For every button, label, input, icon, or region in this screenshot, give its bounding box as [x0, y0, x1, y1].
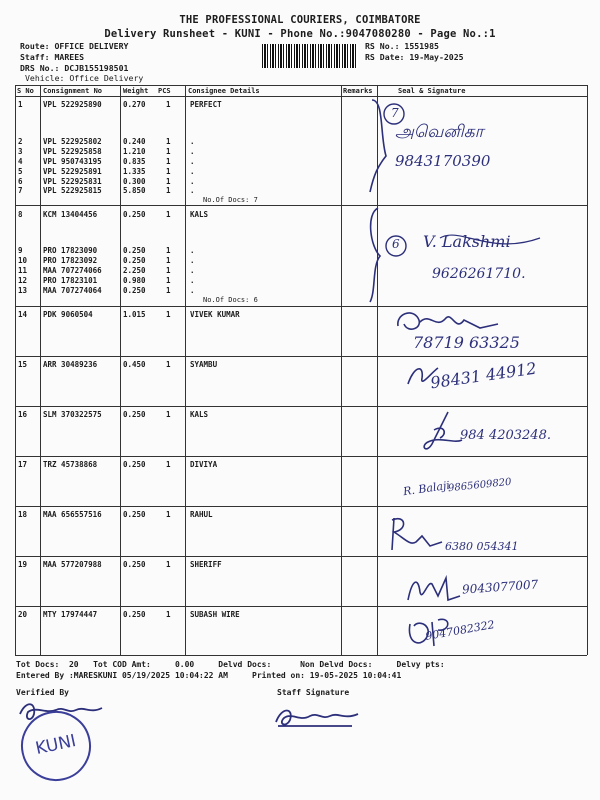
- handwritten-phone: 9865609820: [447, 476, 513, 495]
- staff-signature: [272, 700, 364, 730]
- col-pcs: PCS: [158, 87, 171, 95]
- entered-by-line: Entered By :MARESKUNI 05/19/2025 10:04:22 AM Printed on: 19-05-2025 10:04:41: [16, 671, 402, 680]
- handwritten-phone: 9043077007: [461, 577, 539, 597]
- rs-date: RS Date: 19-May-2025: [365, 52, 464, 62]
- handwritten-phone: 98431 44912: [429, 358, 538, 393]
- route: Route: OFFICE DELIVERY: [20, 41, 129, 51]
- col-sno: S No: [17, 87, 34, 95]
- company-name: THE PROFESSIONAL COURIERS, COIMBATORE: [179, 14, 421, 26]
- verified-by-label: Verified By: [16, 688, 69, 697]
- totals-line: Tot Docs: 20 Tot COD Amt: 0.00 Delvd Docs: Non Delvd Docs: Delvy pts:: [16, 660, 445, 669]
- staff-signature-label: Staff Signature: [277, 688, 350, 697]
- staff: Staff: MAREES: [20, 52, 85, 62]
- circled-count: 7: [391, 106, 399, 120]
- handwritten-phone: 9626261710.: [432, 266, 526, 282]
- circled-count: 6: [392, 237, 400, 251]
- runsheet-title: Delivery Runsheet - KUNI - Phone No.:9047080280 - Page No.:1: [104, 28, 496, 40]
- col-consignee: Consignee Details: [188, 87, 260, 95]
- handwritten-phone: 984 4203248.: [460, 428, 551, 443]
- handwritten-name: அவெனிகா: [395, 122, 484, 142]
- handwritten-phone: 9843170390: [395, 152, 491, 170]
- barcode: [262, 44, 358, 68]
- handwritten-name: R. Balaji: [402, 478, 451, 499]
- drs-number: DRS No.: DCJB155198501: [20, 63, 129, 73]
- handwritten-phone: 78719 63325: [413, 333, 520, 352]
- rs-number: RS No.: 1551985: [365, 41, 439, 51]
- handwritten-phone: 6380 054341: [445, 540, 519, 553]
- handwritten-name: V. Lakshmi: [423, 232, 511, 251]
- docs-count-note: No.Of Docs: 6: [203, 296, 258, 304]
- signature-scribble: [402, 570, 462, 606]
- docs-count-note: No.Of Docs: 7: [203, 196, 258, 204]
- col-remarks: Remarks: [343, 87, 373, 95]
- signature-scribble: [386, 512, 446, 556]
- vehicle: Vehicle: Office Delivery: [25, 73, 144, 83]
- col-consignment: Consignment No: [43, 87, 103, 95]
- handwritten-phone: 9047082322: [424, 618, 496, 643]
- col-seal-signature: Seal & Signature: [398, 87, 466, 95]
- stamp-text: KUNI: [33, 730, 78, 760]
- col-weight: Weight: [123, 87, 149, 95]
